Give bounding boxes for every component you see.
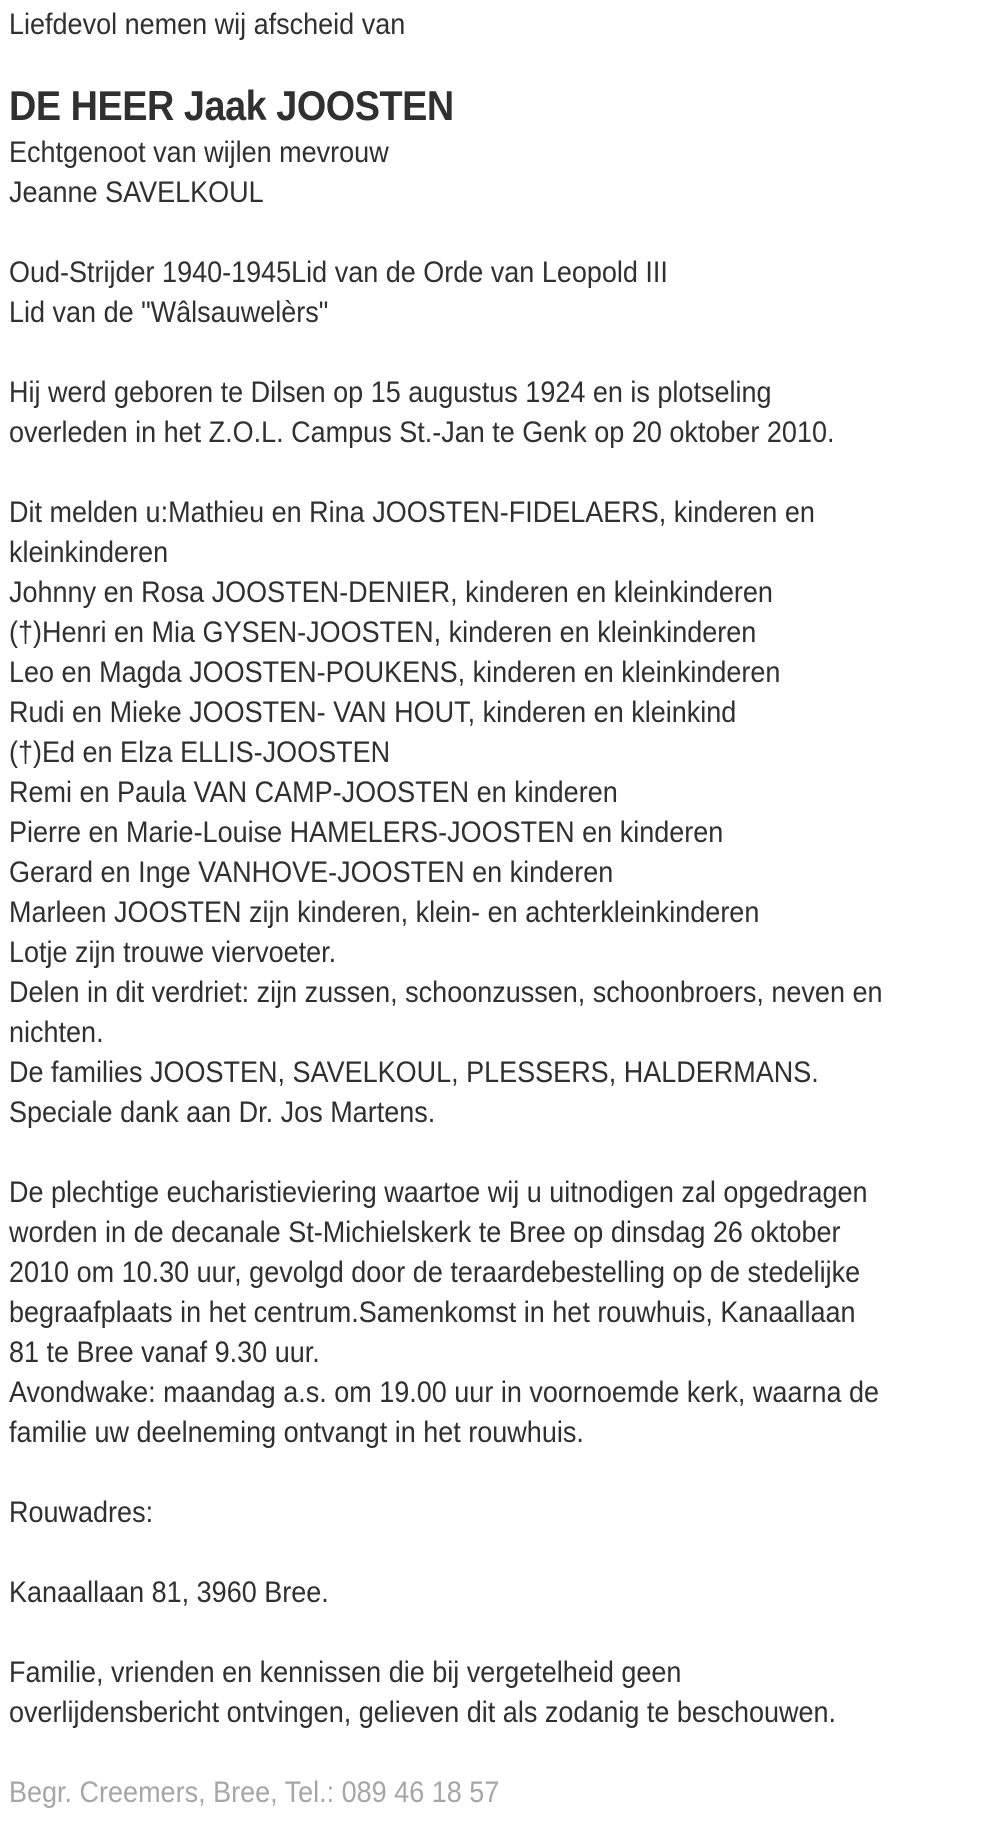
- intro-line: Liefdevol nemen wij afscheid van: [9, 8, 406, 41]
- undertaker-credit: Begr. Creemers, Bree, Tel.: 089 46 18 57: [9, 1776, 500, 1809]
- family-line: Delen in dit verdriet: zijn zussen, schoonzussen, schoonbroers, neven en: [9, 976, 883, 1009]
- life-line: Hij werd geboren te Dilsen op 15 augustus 1924 en is plotseling: [9, 376, 772, 409]
- family-line: (†)Henri en Mia GYSEN-JOOSTEN, kinderen en kleinkinderen: [9, 616, 757, 649]
- family-line: nichten.: [9, 1016, 104, 1049]
- ceremony-section: [9, 1173, 1000, 1453]
- blank-line: [9, 1133, 1000, 1173]
- family-line: Speciale dank aan Dr. Jos Martens.: [9, 1096, 436, 1129]
- closing-section: [9, 1653, 1000, 1733]
- family-section: [9, 493, 1000, 1133]
- ceremony-line: Avondwake: maandag a.s. om 19.00 uur in voornoemde kerk, waarna de: [9, 1376, 880, 1409]
- ceremony-line: familie uw deelneming ontvangt in het rouwhuis.: [9, 1416, 584, 1449]
- ceremony-line: 81 te Bree vanaf 9.30 uur.: [9, 1336, 320, 1369]
- family-line: Pierre en Marie-Louise HAMELERS-JOOSTEN en kinderen: [9, 816, 724, 849]
- ceremony-line: worden in de decanale St-Michielskerk te Bree op dinsdag 26 oktober: [9, 1216, 841, 1249]
- family-line: Rudi en Mieke JOOSTEN- VAN HOUT, kinderen en kleinkind: [9, 696, 737, 729]
- family-line: kleinkinderen: [9, 536, 169, 569]
- blank-line: [9, 1533, 1000, 1573]
- family-line: Dit melden u:Mathieu en Rina JOOSTEN-FIDELAERS, kinderen en: [9, 496, 815, 529]
- spouse-line: Jeanne SAVELKOUL: [9, 176, 264, 209]
- closing-line: overlijdensbericht ontvingen, gelieven dit als zodanig te beschouwen.: [9, 1696, 837, 1729]
- blank-line: [9, 333, 1000, 373]
- spouse-line: Echtgenoot van wijlen mevrouw: [9, 136, 389, 169]
- family-line: Gerard en Inge VANHOVE-JOOSTEN en kinderen: [9, 856, 614, 889]
- ceremony-line: De plechtige eucharistieviering waartoe wij u uitnodigen zal opgedragen: [9, 1176, 868, 1209]
- honors-section: [9, 253, 1000, 333]
- rouwadres-value: Kanaallaan 81, 3960 Bree.: [9, 1576, 329, 1609]
- blank-line: [9, 453, 1000, 493]
- spouse-section: [9, 133, 1000, 213]
- family-line: Leo en Magda JOOSTEN-POUKENS, kinderen en kleinkinderen: [9, 656, 781, 689]
- blank-line: [9, 1613, 1000, 1653]
- life-line: overleden in het Z.O.L. Campus St.-Jan te Genk op 20 oktober 2010.: [9, 416, 835, 449]
- family-line: De families JOOSTEN, SAVELKOUL, PLESSERS, HALDERMANS.: [9, 1056, 819, 1089]
- blank-line: [9, 213, 1000, 253]
- family-line: Lotje zijn trouwe viervoeter.: [9, 936, 337, 969]
- life-section: [9, 373, 1000, 453]
- family-line: Marleen JOOSTEN zijn kinderen, klein- en achterkleinkinderen: [9, 896, 760, 929]
- deceased-name: DE HEER Jaak JOOSTEN: [9, 82, 454, 129]
- family-line: Johnny en Rosa JOOSTEN-DENIER, kinderen en kleinkinderen: [9, 576, 773, 609]
- family-line: Remi en Paula VAN CAMP-JOOSTEN en kinderen: [9, 776, 618, 809]
- blank-line: [9, 1453, 1000, 1493]
- blank-line: [9, 45, 1000, 78]
- rouwadres-label: Rouwadres:: [9, 1496, 154, 1529]
- closing-line: Familie, vrienden en kennissen die bij vergetelheid geen: [9, 1656, 682, 1689]
- ceremony-line: begraafplaats in het centrum.Samenkomst in het rouwhuis, Kanaallaan: [9, 1296, 856, 1329]
- family-line: (†)Ed en Elza ELLIS-JOOSTEN: [9, 736, 391, 769]
- blank-line: [9, 1733, 1000, 1773]
- honors-line: Oud-Strijder 1940-1945Lid van de Orde van Leopold III: [9, 256, 668, 289]
- ceremony-line: 2010 om 10.30 uur, gevolgd door de teraardebestelling op de stedelijke: [9, 1256, 861, 1289]
- honors-line: Lid van de "Wâlsauwelèrs": [9, 296, 329, 329]
